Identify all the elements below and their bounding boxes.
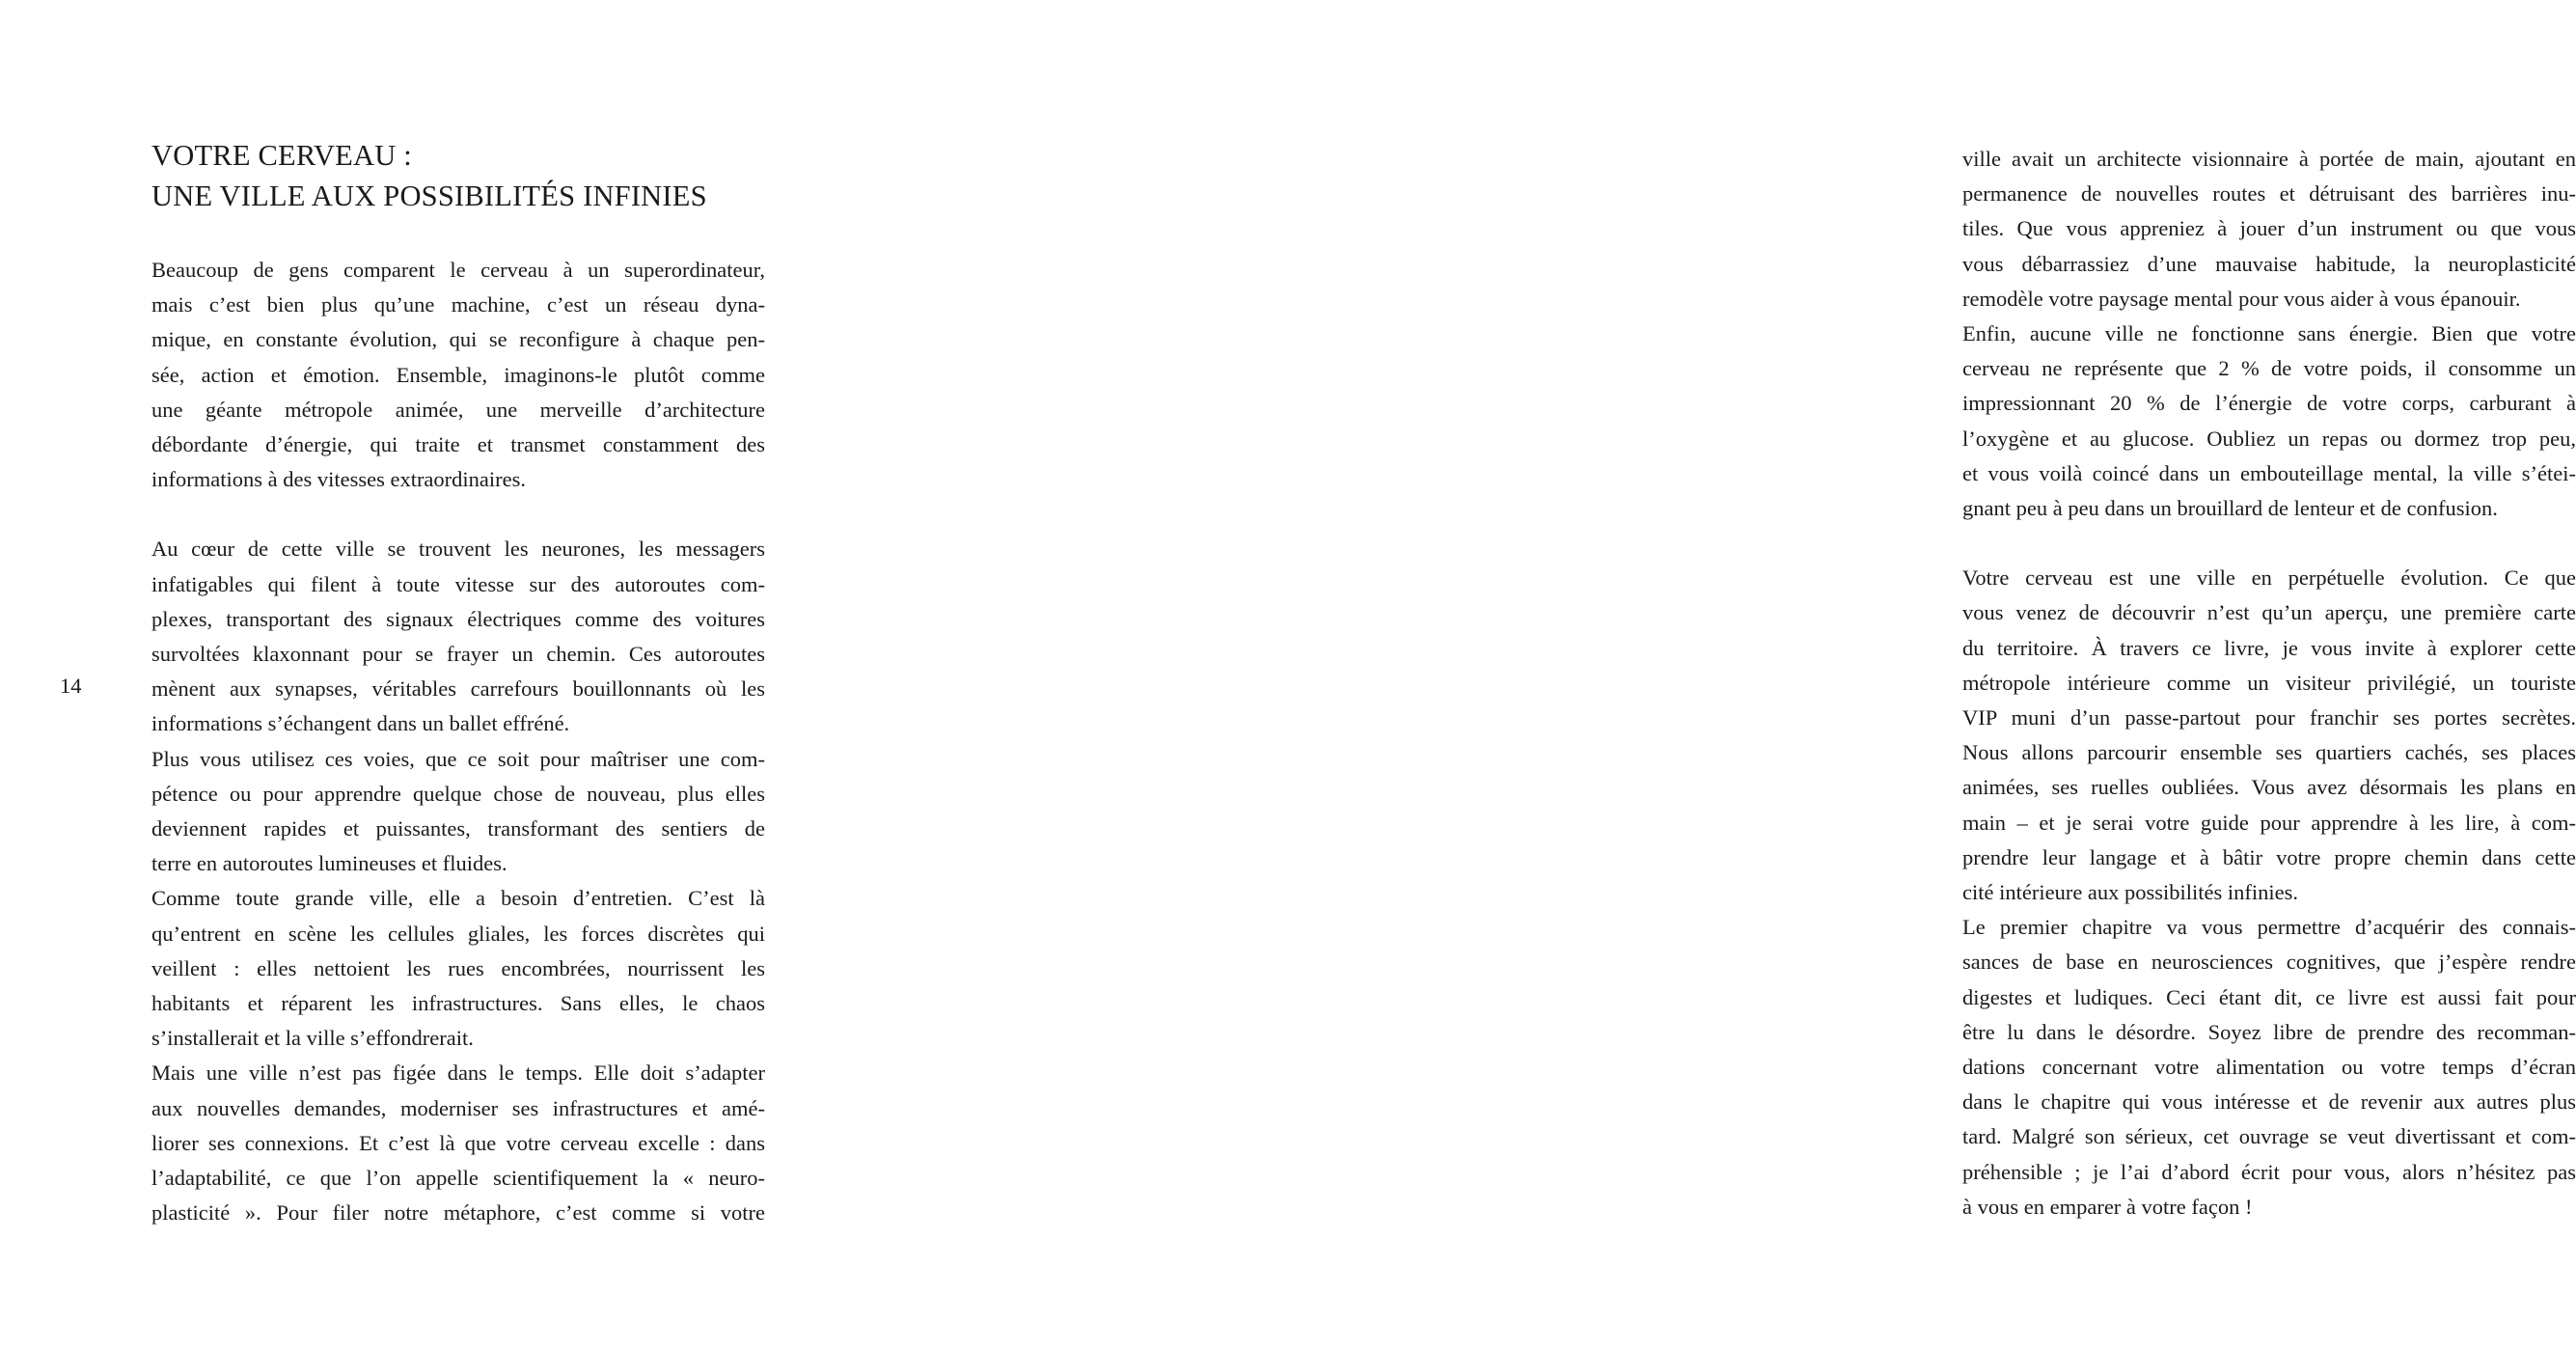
text-line: mènent aux synapses, véritables carrefours bouillonnants où les xyxy=(151,676,765,702)
text-line: gnant peu à peu dans un brouillard de lenteur et de confusion. xyxy=(1962,496,2498,521)
text-line: digestes et ludiques. Ceci étant dit, ce livre est aussi fait pour xyxy=(1962,984,2576,1009)
text-line: tard. Malgré son sérieux, cet ouvrage se veut divertissant et com- xyxy=(1962,1124,2576,1149)
text-line: informations à des vitesses extraordinaires. xyxy=(151,467,527,492)
text-line: deviennent rapides et puissantes, transformant des sentiers de xyxy=(151,816,765,841)
text-line: être lu dans le désordre. Soyez libre de prendre des recomman- xyxy=(1962,1019,2576,1044)
left-text-column xyxy=(151,253,765,1230)
text-line: main – et je serai votre guide pour apprendre à les lire, à com- xyxy=(1962,810,2576,835)
right-page xyxy=(900,0,2576,1351)
text-line: débordante d’énergie, qui traite et transmet constamment des xyxy=(151,432,765,457)
text-line: du territoire. À travers ce livre, je vous invite à explorer cette xyxy=(1962,635,2576,660)
text-line: Nous allons parcourir ensemble ses quartiers cachés, ses places xyxy=(1962,740,2576,765)
text-line: habitants et réparent les infrastructures. Sans elles, le chaos xyxy=(151,991,765,1016)
text-line: Votre cerveau est une ville en perpétuelle évolution. Ce que xyxy=(1962,565,2576,591)
text-line: préhensible ; je l’ai d’abord écrit pour vous, alors n’hésitez pas xyxy=(1962,1159,2576,1184)
text-line: infatigables qui filent à toute vitesse sur des autoroutes com- xyxy=(151,571,765,596)
text-line: mique, en constante évolution, qui se reconfigure à chaque pen- xyxy=(151,327,765,352)
text-line: qu’entrent en scène les cellules gliales, les forces discrètes qui xyxy=(151,921,765,946)
text-line: terre en autoroutes lumineuses et fluides. xyxy=(151,851,507,876)
text-line: liorer ses connexions. Et c’est là que votre cerveau excelle : dans xyxy=(151,1130,765,1155)
right-text-column xyxy=(1962,142,2576,1225)
text-line: l’adaptabilité, ce que l’on appelle scientifiquement la « neuro- xyxy=(151,1166,765,1191)
paragraph xyxy=(151,1056,765,1230)
text-line: Beaucoup de gens comparent le cerveau à un superordinateur, xyxy=(151,258,765,282)
text-line: VIP muni d’un passe-partout pour franchir ses portes secrètes. xyxy=(1962,705,2576,731)
text-line: tiles. Que vous appreniez à jouer d’un instrument ou que vous xyxy=(1962,216,2576,241)
paragraph xyxy=(151,742,765,882)
text-line: métropole intérieure comme un visiteur privilégié, un touriste xyxy=(1962,670,2576,695)
heading-line-1: VOTRE CERVEAU : xyxy=(151,139,412,172)
text-line: veillent : elles nettoient les rues encombrées, nourrissent les xyxy=(151,955,765,980)
text-line: et vous voilà coincé dans un embouteillage mental, la ville s’étei- xyxy=(1962,460,2576,485)
text-line: survoltées klaxonnant pour se frayer un chemin. Ces autoroutes xyxy=(151,642,765,667)
paragraph xyxy=(151,253,765,497)
text-line: permanence de nouvelles routes et détruisant des barrières inu- xyxy=(1962,181,2576,207)
paragraph xyxy=(1962,561,2576,910)
paragraph xyxy=(151,881,765,1056)
text-line: plasticité ». Pour filer notre métaphore, c’est comme si votre xyxy=(151,1200,765,1226)
paragraph xyxy=(1962,142,2576,317)
text-line: une géante métropole animée, une merveille d’architecture xyxy=(151,397,765,422)
text-line: impressionnant 20 % de l’énergie de votre corps, carburant à xyxy=(1962,391,2576,416)
paragraph xyxy=(151,532,765,741)
text-line: Au cœur de cette ville se trouvent les neurones, les messagers xyxy=(151,537,765,562)
paragraph xyxy=(1962,910,2576,1225)
text-line: dations concernant votre alimentation ou votre temps d’écran xyxy=(1962,1055,2576,1080)
paragraph xyxy=(1962,317,2576,526)
text-line: informations s’échangent dans un ballet effréné. xyxy=(151,711,570,736)
text-line: Mais une ville n’est pas figée dans le temps. Elle doit s’adapter xyxy=(151,1061,765,1086)
text-line: Plus vous utilisez ces voies, que ce soit pour maîtriser une com- xyxy=(151,746,765,771)
text-line: animées, ses ruelles oubliées. Vous avez désormais les plans en xyxy=(1962,775,2576,800)
text-line: plexes, transportant des signaux électriques comme des voitures xyxy=(151,606,765,631)
left-page xyxy=(0,0,900,1351)
text-line: s’installerait et la ville s’effondrerait. xyxy=(151,1026,474,1051)
text-line: Enfin, aucune ville ne fonctionne sans énergie. Bien que votre xyxy=(1962,321,2576,346)
text-line: dans le chapitre qui vous intéresse et de revenir aux autres plus xyxy=(1962,1089,2576,1115)
text-line: mais c’est bien plus qu’une machine, c’est un réseau dyna- xyxy=(151,292,765,317)
text-line: cité intérieure aux possibilités infinies. xyxy=(1962,880,2299,905)
text-line: vous venez de découvrir n’est qu’un aperçu, une première carte xyxy=(1962,600,2576,625)
text-line: à vous en emparer à votre façon ! xyxy=(1962,1194,2253,1219)
text-line: vous débarrassiez d’une mauvaise habitude, la neuroplasticité xyxy=(1962,251,2576,276)
text-line: prendre leur langage et à bâtir votre propre chemin dans cette xyxy=(1962,844,2576,869)
text-line: Comme toute grande ville, elle a besoin d’entretien. C’est là xyxy=(151,886,765,911)
text-line: pétence ou pour apprendre quelque chose de nouveau, plus elles xyxy=(151,781,765,806)
text-line: remodèle votre paysage mental pour vous aider à vous épanouir. xyxy=(1962,286,2521,311)
page-number: 14 xyxy=(60,674,82,698)
text-line: sances de base en neurosciences cognitives, que j’espère rendre xyxy=(1962,950,2576,975)
text-line: cerveau ne représente que 2 % de votre poids, il consomme un xyxy=(1962,356,2576,381)
text-line: ville avait un architecte visionnaire à portée de main, ajoutant en xyxy=(1962,147,2576,171)
paragraph-spacer xyxy=(151,497,765,532)
text-line: Le premier chapitre va vous permettre d’acquérir des connais- xyxy=(1962,915,2576,940)
text-line: l’oxygène et au glucose. Oubliez un repas ou dormez trop peu, xyxy=(1962,426,2576,451)
heading-line-2: UNE VILLE AUX POSSIBILITÉS INFINIES xyxy=(151,179,707,212)
paragraph-spacer xyxy=(1962,526,2576,561)
text-line: aux nouvelles demandes, moderniser ses infrastructures et amé- xyxy=(151,1095,765,1120)
chapter-heading xyxy=(151,135,769,216)
text-line: sée, action et émotion. Ensemble, imaginons-le plutôt comme xyxy=(151,362,765,387)
